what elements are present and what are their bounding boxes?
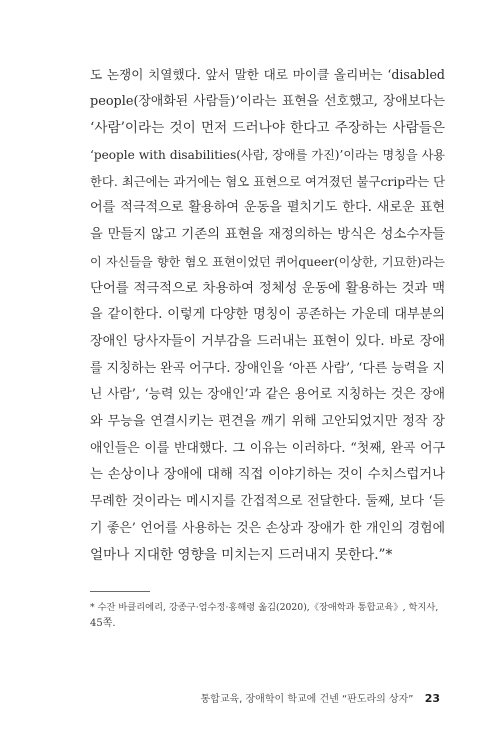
body-line: 무례한 것이라는 메시지를 간접적으로 전달한다. 둘째, 보다 ‘듣 — [90, 494, 445, 509]
footnote-line: 45쪽. — [90, 618, 116, 629]
body-line: 애인들은 이를 반대했다. 그 이유는 이러하다. “첫째, 완곡 어구 — [90, 440, 445, 456]
body-line: 을 같이한다. 이렇게 다양한 명칭이 공존하는 가운데 대부분의 — [90, 307, 445, 323]
body-line: 기 좋은’ 언어를 사용하는 것은 손상과 장애가 한 개인의 경험에 — [90, 520, 445, 536]
footnote-line: * 수잔 바클리에리, 강종구·엄수정·홍해령 옮김(2020),《장애학과 통합교육》, 학지사, — [90, 602, 439, 613]
running-footer — [201, 690, 440, 705]
body-line: 단어를 적극적으로 차용하여 정체성 운동에 활용하는 것과 맥 — [90, 280, 445, 296]
body-line: 를 지칭하는 완곡 어구다. 장애인을 ‘아픈 사람’, ‘다른 능력을 지 — [90, 360, 445, 376]
body-line: 와 무능을 연결시키는 편견을 깨기 위해 고안되었지만 정작 장 — [90, 413, 445, 429]
body-line: 어를 적극적으로 활용하여 운동을 펼치기도 한다. 새로운 표현 — [90, 200, 445, 216]
body-line: 을 만들지 않고 기존의 표현을 재정의하는 방식은 성소수자들 — [90, 227, 445, 243]
body-line: 이 자신들을 향한 혐오 표현이었던 퀴어queer(이상한, 기묘한)라는 — [90, 254, 445, 269]
body-line: 도 논쟁이 치열했다. 앞서 말한 대로 마이클 올리버는 ‘disabled — [90, 67, 445, 82]
footnote-divider — [90, 591, 150, 592]
body-line: 얼마나 지대한 영향을 미치는지 드러내지 못한다.”* — [90, 547, 393, 564]
body-line: 장애인 당사자들이 거부감을 드러내는 표현이 있다. 바로 장애 — [90, 333, 445, 349]
body-line: 는 손상이나 장애에 대해 직접 이야기하는 것이 수치스럽거나 — [90, 467, 445, 483]
body-line: ‘사람’이라는 것이 먼저 드러나야 한다고 주장하는 사람들은 — [90, 120, 445, 137]
body-line: people(장애화된 사람들)’이라는 표현을 선호했고, 장애보다는 — [90, 93, 445, 109]
running-title: 통합교육, 장애학이 학교에 건넨 “판도라의 상자” — [200, 694, 414, 705]
body-line: ‘people with disabilities(사람, 장애를 가진)’이라는 명칭을 사용 — [90, 148, 445, 163]
body-line: 한다. 최근에는 과거에는 혐오 표현으로 여겨졌던 불구crip라는 단 — [90, 174, 445, 189]
body-line: 닌 사람’, ‘능력 있는 장애인’과 같은 용어로 지칭하는 것은 장애 — [90, 387, 445, 403]
body-text — [90, 62, 445, 569]
footnote — [90, 600, 445, 632]
page-number: 23 — [424, 692, 440, 705]
